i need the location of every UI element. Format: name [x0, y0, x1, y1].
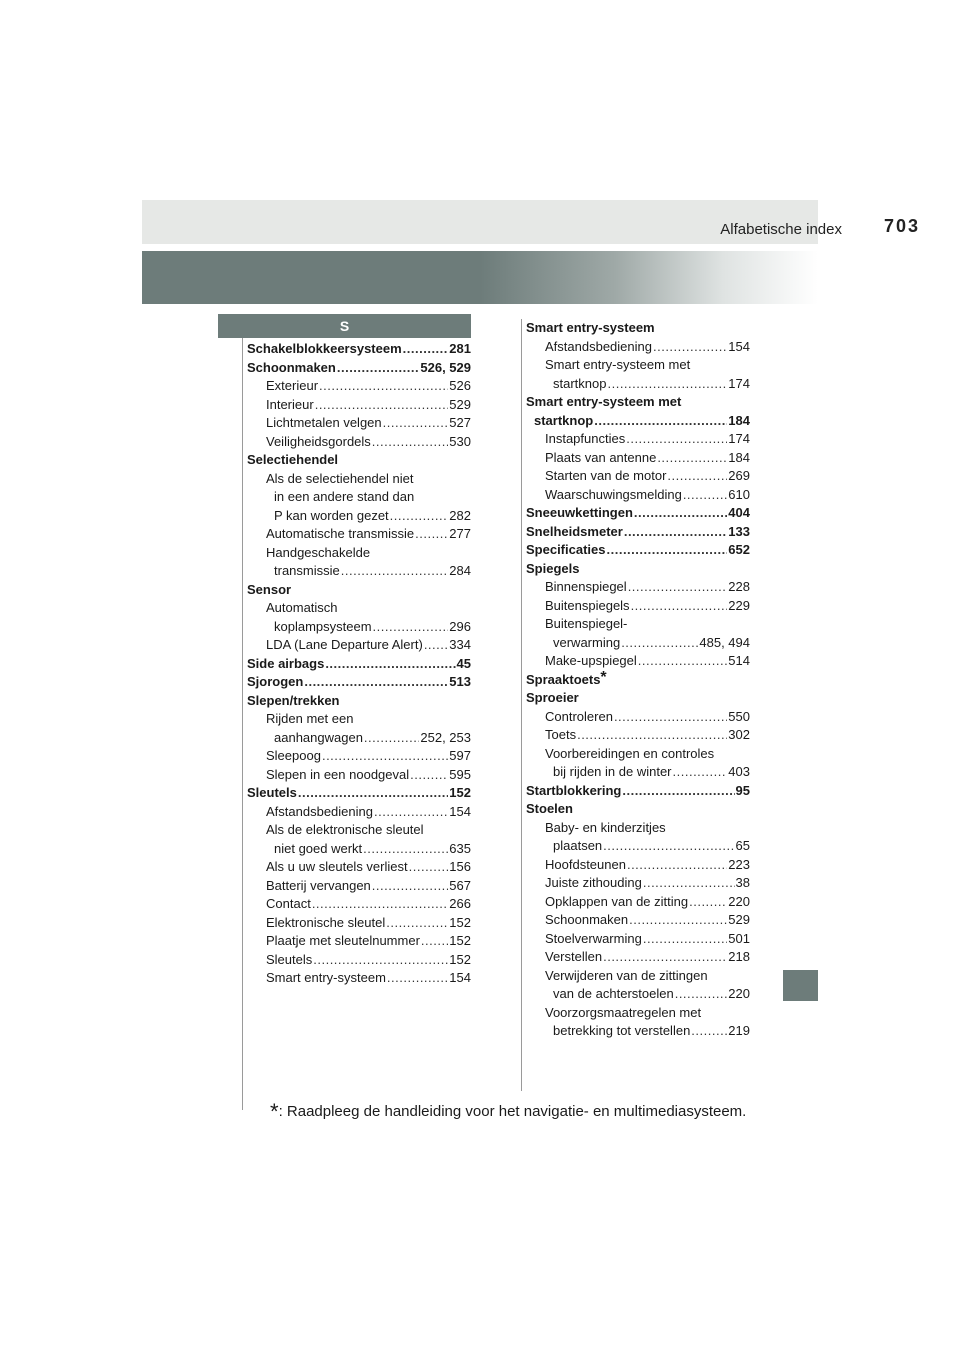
- entry-page-link[interactable]: 526, 529: [420, 359, 471, 375]
- leader-dots: [607, 541, 728, 560]
- entry-page-link[interactable]: 184: [728, 412, 750, 428]
- entry-page-link[interactable]: 404: [728, 505, 750, 520]
- entry-term: Spiegels: [526, 560, 580, 576]
- index-entry: [526, 689, 750, 708]
- leader-dots: [634, 504, 727, 523]
- entry-term: Contact: [266, 896, 311, 911]
- entry-term: Als u uw sleutels verliest: [266, 859, 408, 874]
- entry-term: Selectiehendel: [247, 452, 339, 467]
- entry-term: startknop: [534, 412, 594, 428]
- entry-page-link[interactable]: 152: [449, 951, 471, 967]
- entry-page-link[interactable]: 296: [449, 618, 471, 634]
- header-bar: [142, 200, 818, 244]
- entry-term: Opklappen van de zitting: [545, 893, 689, 909]
- leader-dots: [374, 803, 448, 822]
- leader-dots: [322, 747, 448, 766]
- index-entry: [247, 581, 471, 600]
- entry-page-link[interactable]: 65: [735, 838, 750, 853]
- index-entry: [526, 652, 750, 671]
- entry-page-link[interactable]: 281: [449, 341, 471, 356]
- leader-dots: [626, 430, 727, 449]
- entry-page-link[interactable]: 156: [449, 859, 471, 874]
- leader-dots: [409, 858, 449, 877]
- entry-page-link[interactable]: 530: [449, 433, 471, 449]
- index-entry: [526, 541, 750, 560]
- index-entry: [247, 821, 471, 840]
- entry-page-link[interactable]: 229: [728, 597, 750, 613]
- entry-term: Lichtmetalen velgen: [266, 415, 382, 430]
- index-entry: [526, 893, 750, 912]
- index-entry: [526, 634, 750, 653]
- chapter-band: [142, 251, 818, 304]
- index-entry: [247, 729, 471, 748]
- index-entry: [247, 636, 471, 655]
- index-entry: [526, 430, 750, 449]
- entry-page-link[interactable]: 403: [728, 764, 750, 779]
- entry-term: Als de elektronische sleutel: [266, 822, 424, 837]
- entry-term: niet goed werkt: [274, 840, 363, 856]
- leader-dots: [424, 636, 448, 655]
- leader-dots: [603, 837, 734, 856]
- entry-page-link[interactable]: 277: [449, 526, 471, 541]
- entry-page-link[interactable]: 219: [728, 1023, 750, 1038]
- leader-dots: [298, 784, 448, 803]
- entry-page-link[interactable]: 152: [449, 914, 471, 930]
- leader-dots: [363, 840, 448, 859]
- entry-term: Elektronische sleutel: [266, 914, 386, 930]
- page-number: 703: [883, 216, 920, 236]
- footnote: [270, 1096, 746, 1122]
- entry-term: Verstellen: [545, 949, 603, 964]
- index-entry: [247, 359, 471, 378]
- index-entry: [526, 874, 750, 893]
- index-entry: [247, 673, 471, 692]
- entry-term: Plaatje met sleutelnummer: [266, 933, 420, 948]
- index-entry: [247, 969, 471, 988]
- index-entry: [247, 544, 471, 563]
- entry-term: Buitenspiegels: [545, 597, 630, 613]
- index-entry: [247, 507, 471, 526]
- index-entry: [247, 858, 471, 877]
- index-entry: [247, 618, 471, 637]
- index-entry: [247, 766, 471, 785]
- entry-term: Sjorogen: [247, 674, 304, 689]
- leader-dots: [315, 396, 449, 415]
- entry-term: Juiste zithouding: [545, 875, 642, 890]
- footnote-marker: *: [270, 1099, 279, 1124]
- index-entry: [526, 763, 750, 782]
- entry-page-link[interactable]: 526: [449, 378, 471, 393]
- entry-term: Plaats van antenne: [545, 449, 657, 465]
- leader-dots: [403, 340, 449, 359]
- entry-page-link[interactable]: 597: [449, 748, 471, 763]
- entry-term: Spraaktoets: [526, 671, 601, 687]
- index-entry: [526, 671, 750, 690]
- index-entry: [247, 655, 471, 674]
- entry-page-link[interactable]: 228: [728, 579, 750, 594]
- leader-dots: [313, 951, 448, 970]
- entry-page-link[interactable]: 220: [728, 893, 750, 909]
- entry-page-link[interactable]: 282: [449, 507, 471, 523]
- entry-page-link[interactable]: 501: [728, 930, 750, 946]
- leader-dots: [624, 523, 727, 542]
- entry-term: koplampsysteem: [274, 618, 372, 634]
- entry-term: Instapfuncties: [545, 431, 626, 446]
- index-entry: [247, 914, 471, 933]
- entry-term: Sensor: [247, 581, 292, 597]
- footnote-marker: *: [600, 670, 607, 686]
- entry-term: Make-upspiegel: [545, 653, 637, 668]
- entry-page-link[interactable]: 154: [728, 338, 750, 354]
- entry-term: Automatisch: [266, 600, 338, 615]
- index-entry: [526, 1022, 750, 1041]
- entry-term: startknop: [553, 375, 607, 391]
- entry-term: Smart entry-systeem met: [526, 394, 682, 409]
- entry-page-link[interactable]: 567: [449, 877, 471, 893]
- index-entry: [526, 948, 750, 967]
- entry-term: transmissie: [274, 563, 340, 578]
- leader-dots: [373, 618, 449, 637]
- entry-term: Sleepoog: [266, 748, 321, 763]
- leader-dots: [627, 856, 727, 875]
- entry-term: Schakelblokkeersysteem: [247, 341, 402, 356]
- entry-page-link[interactable]: 133: [728, 523, 750, 539]
- entry-term: Controleren: [545, 708, 613, 724]
- index-entry: [526, 726, 750, 745]
- entry-term: Starten van de motor: [545, 468, 667, 483]
- index-entry: [247, 747, 471, 766]
- index-entry: [526, 356, 750, 375]
- entry-term: Hoofdsteunen: [545, 856, 626, 872]
- entry-term: Waarschuwingsmelding: [545, 486, 682, 502]
- entry-page-link[interactable]: 527: [449, 415, 471, 430]
- index-entry: [526, 375, 750, 394]
- leader-dots: [653, 338, 727, 357]
- leader-dots: [337, 359, 420, 378]
- index-entry: [247, 340, 471, 359]
- index-entry: [247, 488, 471, 507]
- entry-term: van de achterstoelen: [553, 986, 674, 1001]
- entry-term: betrekking tot verstellen: [553, 1023, 691, 1038]
- index-entry: [526, 412, 750, 431]
- leader-dots: [312, 895, 448, 914]
- entry-page-link[interactable]: 595: [449, 766, 471, 782]
- index-entry: [526, 819, 750, 838]
- entry-page-link[interactable]: 223: [728, 856, 750, 872]
- leader-dots: [675, 985, 728, 1004]
- leader-dots: [628, 578, 728, 597]
- entry-term: Schoonmaken: [247, 359, 336, 375]
- leader-dots: [691, 1022, 727, 1041]
- entry-term: Stoelen: [526, 801, 573, 816]
- index-entry: [247, 377, 471, 396]
- index-entry: [526, 467, 750, 486]
- entry-term: aanhangwagen: [274, 729, 363, 745]
- index-entry: [526, 985, 750, 1004]
- entry-term: Automatische transmissie: [266, 526, 415, 541]
- entry-term: Slepen/trekken: [247, 692, 340, 708]
- entry-page-link[interactable]: 529: [449, 396, 471, 412]
- index-entry: [247, 433, 471, 452]
- entry-page-link[interactable]: 252, 253: [420, 729, 471, 745]
- leader-dots: [603, 948, 727, 967]
- entry-page-link[interactable]: 284: [449, 563, 471, 578]
- entry-page-link[interactable]: 174: [728, 431, 750, 446]
- entry-term: Startblokkering: [526, 782, 622, 798]
- index-entry: [526, 856, 750, 875]
- index-entry: [526, 597, 750, 616]
- leader-dots: [621, 634, 698, 653]
- index-entry: [247, 692, 471, 711]
- leader-dots: [614, 708, 727, 727]
- section-letter-header: S: [218, 314, 471, 338]
- leader-dots: [410, 766, 448, 785]
- leader-dots: [631, 597, 728, 616]
- entry-term: LDA (Lane Departure Alert): [266, 637, 423, 652]
- entry-page-link[interactable]: 218: [728, 949, 750, 964]
- entry-term: Smart entry-systeem met: [545, 357, 691, 372]
- entry-page-link[interactable]: 550: [728, 708, 750, 724]
- index-entry: [526, 837, 750, 856]
- entry-term: Slepen in een noodgeval: [266, 766, 410, 782]
- leader-dots: [667, 467, 727, 486]
- index-entry: [526, 504, 750, 523]
- entry-term: Afstandsbediening: [266, 803, 373, 819]
- index-entry: [526, 560, 750, 579]
- entry-term: Handgeschakelde: [266, 544, 371, 560]
- entry-term: Batterij vervangen: [266, 877, 371, 893]
- index-entry: [247, 710, 471, 729]
- entry-term: Side airbags: [247, 655, 325, 671]
- leader-dots: [387, 969, 448, 988]
- index-entry: [526, 745, 750, 764]
- entry-term: Veiligheidsgordels: [266, 433, 371, 449]
- leader-dots: [319, 377, 448, 396]
- index-entry: [526, 782, 750, 801]
- leader-dots: [629, 911, 727, 930]
- index-entry: [247, 525, 471, 544]
- leader-dots: [577, 726, 727, 745]
- entry-page-link[interactable]: 485, 494: [699, 634, 750, 650]
- entry-page-link[interactable]: 635: [449, 840, 471, 856]
- index-entry: [526, 393, 750, 412]
- leader-dots: [673, 763, 728, 782]
- index-entry: [247, 840, 471, 859]
- leader-dots: [643, 874, 735, 893]
- leader-dots: [421, 932, 448, 951]
- index-entry: [247, 396, 471, 415]
- index-entry: [247, 451, 471, 470]
- entry-term: bij rijden in de winter: [553, 764, 672, 779]
- entry-page-link[interactable]: 302: [728, 727, 750, 742]
- entry-term: Snelheidsmeter: [526, 523, 623, 539]
- entry-page-link[interactable]: 610: [728, 486, 750, 502]
- index-entry: [526, 319, 750, 338]
- leader-dots: [383, 414, 449, 433]
- entry-page-link[interactable]: 174: [728, 375, 750, 391]
- index-entry: [247, 414, 471, 433]
- leader-dots: [657, 449, 727, 468]
- leader-dots: [689, 893, 727, 912]
- leader-dots: [386, 914, 448, 933]
- column-divider-left: [242, 338, 243, 1110]
- index-entry: [526, 708, 750, 727]
- entry-term: Rijden met een: [266, 711, 354, 726]
- entry-term: Schoonmaken: [545, 912, 629, 927]
- leader-dots: [372, 433, 449, 452]
- entry-term: Afstandsbediening: [545, 338, 652, 354]
- entry-term: Sproeier: [526, 690, 579, 705]
- index-entry: [526, 911, 750, 930]
- column-divider-middle: [521, 319, 522, 1091]
- index-entry: [526, 930, 750, 949]
- entry-term: Stoelverwarming: [545, 930, 642, 946]
- chapter-tab: [783, 970, 818, 1001]
- leader-dots: [325, 655, 455, 674]
- entry-term: Buitenspiegel-: [545, 616, 628, 631]
- index-entry: [247, 599, 471, 618]
- entry-term: Exterieur: [266, 378, 319, 393]
- leader-dots: [683, 486, 727, 505]
- index-column-left: [247, 340, 471, 988]
- entry-term: verwarming: [553, 634, 621, 650]
- index-entry: [526, 615, 750, 634]
- index-entry: [247, 562, 471, 581]
- entry-page-link[interactable]: 652: [728, 542, 750, 557]
- index-entry: [526, 486, 750, 505]
- entry-page-link[interactable]: 95: [735, 782, 750, 798]
- leader-dots: [364, 729, 419, 748]
- index-entry: [247, 803, 471, 822]
- leader-dots: [607, 375, 727, 394]
- entry-page-link[interactable]: 38: [735, 875, 750, 890]
- entry-term: Voorzorgsmaatregelen met: [545, 1004, 702, 1020]
- entry-term: Baby- en kinderzitjes: [545, 819, 666, 835]
- leader-dots: [341, 562, 449, 581]
- entry-term: Verwijderen van de zittingen: [545, 967, 708, 983]
- index-entry: [526, 338, 750, 357]
- index-entry: [247, 784, 471, 803]
- index-entry: [247, 951, 471, 970]
- index-entry: [526, 449, 750, 468]
- entry-page-link[interactable]: 266: [449, 896, 471, 911]
- index-entry: [526, 578, 750, 597]
- entry-page-link[interactable]: 152: [449, 785, 471, 800]
- entry-term: Voorbereidingen en controles: [545, 745, 715, 761]
- entry-page-link[interactable]: 334: [449, 637, 471, 652]
- entry-term: P kan worden gezet: [274, 507, 389, 523]
- entry-page-link[interactable]: 513: [449, 674, 471, 689]
- entry-term: Smart entry-systeem: [526, 320, 655, 335]
- leader-dots: [304, 673, 448, 692]
- entry-term: Smart entry-systeem: [266, 970, 386, 985]
- entry-term: Binnenspiegel: [545, 579, 627, 594]
- entry-term: Specificaties: [526, 542, 606, 557]
- leader-dots: [390, 507, 449, 526]
- entry-page-link[interactable]: 269: [728, 468, 750, 483]
- index-entry: [526, 1004, 750, 1023]
- entry-page-link[interactable]: 529: [728, 912, 750, 927]
- footnote-text: : Raadpleeg de handleiding voor het navigatie- en multimediasysteem.: [278, 1103, 747, 1120]
- entry-page-link[interactable]: 45: [456, 655, 471, 671]
- index-entry: [247, 895, 471, 914]
- entry-term: Sleutels: [266, 951, 313, 967]
- index-entry: [526, 523, 750, 542]
- page-title: Alfabetische index: [720, 221, 842, 238]
- index-entry: [247, 932, 471, 951]
- entry-page-link[interactable]: 154: [449, 803, 471, 819]
- entry-page-link[interactable]: 220: [728, 986, 750, 1001]
- entry-page-link[interactable]: 152: [449, 933, 471, 948]
- entry-term: Interieur: [266, 396, 314, 412]
- entry-term: Sleutels: [247, 785, 297, 800]
- leader-dots: [643, 930, 727, 949]
- entry-term: Toets: [545, 727, 577, 742]
- entry-page-link[interactable]: 184: [728, 449, 750, 465]
- leader-dots: [594, 412, 727, 431]
- entry-term: Als de selectiehendel niet: [266, 470, 414, 486]
- entry-term: Sneeuwkettingen: [526, 505, 633, 520]
- leader-dots: [415, 525, 448, 544]
- entry-term: in een andere stand dan: [274, 489, 415, 504]
- entry-term: plaatsen: [553, 838, 603, 853]
- entry-page-link[interactable]: 514: [728, 653, 750, 668]
- index-entry: [247, 470, 471, 489]
- index-column-right: [526, 319, 750, 1041]
- leader-dots: [372, 877, 449, 896]
- index-entry: [247, 877, 471, 896]
- index-entry: [526, 967, 750, 986]
- entry-page-link[interactable]: 154: [449, 970, 471, 985]
- leader-dots: [638, 652, 728, 671]
- leader-dots: [622, 782, 734, 801]
- index-entry: [526, 800, 750, 819]
